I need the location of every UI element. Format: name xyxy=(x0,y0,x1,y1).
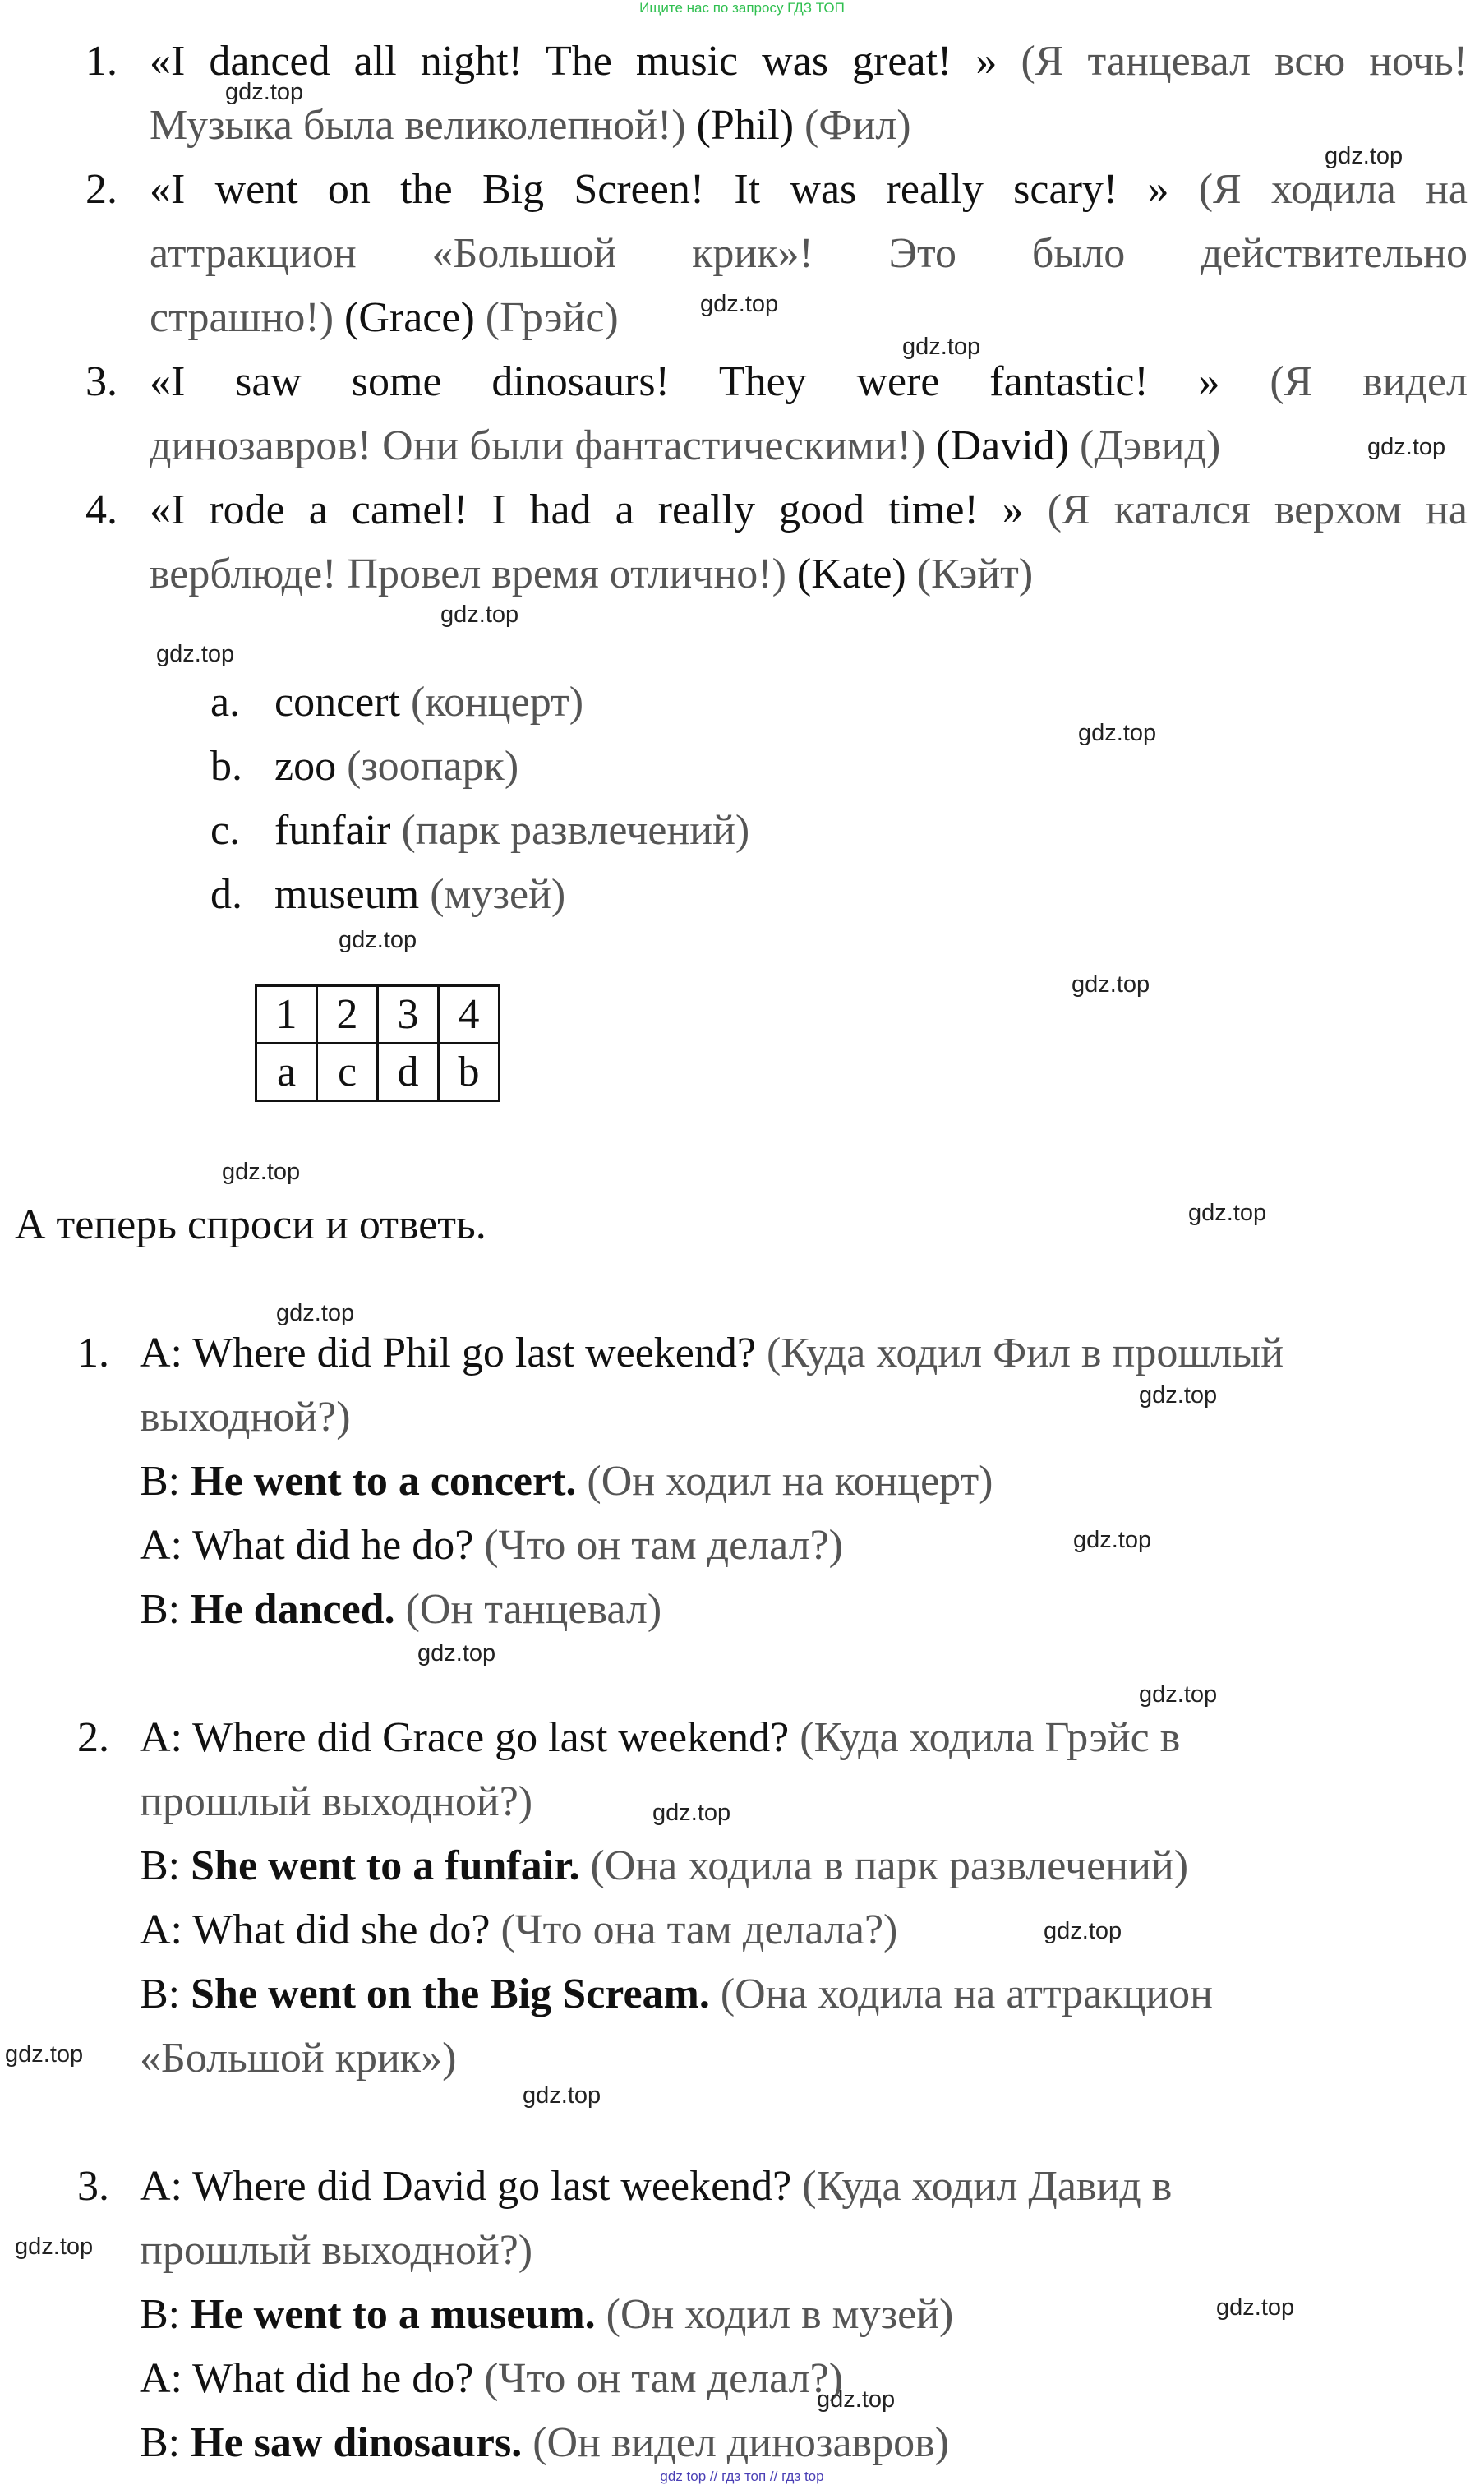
statement-line xyxy=(150,30,1468,94)
statement-line xyxy=(150,286,619,350)
dialogue-line xyxy=(140,2411,949,2475)
statement-number: 3. xyxy=(85,358,118,405)
dialogue-line xyxy=(140,2219,532,2283)
option-word: museum xyxy=(274,871,420,918)
option-letter: d. xyxy=(210,871,242,918)
dialogue-line xyxy=(140,2026,456,2091)
translation-text: (Он видел динозавров) xyxy=(522,2419,949,2466)
english-text: A: Where did Grace go last weekend? xyxy=(140,1714,800,1761)
watermark: gdz.top xyxy=(15,2234,94,2260)
option-text xyxy=(274,799,749,863)
answer-cell: 1 xyxy=(256,986,317,1044)
dialogue-number: 2. xyxy=(77,1714,109,1761)
statement-number: 1. xyxy=(85,38,118,85)
dialogue-line xyxy=(140,2155,1172,2219)
answer-text: He danced. xyxy=(191,1586,395,1633)
watermark: gdz.top xyxy=(1078,720,1157,746)
translation-text: (Он ходил в музей) xyxy=(595,2291,954,2338)
translation-text: (Она ходила в парк развлечений) xyxy=(579,1842,1189,1889)
english-text: «I saw some dinosaurs! They were fantastic! » xyxy=(150,358,1270,405)
translation-text: (Что он там делал?) xyxy=(484,2355,843,2402)
option-translation: (музей) xyxy=(430,871,566,918)
answer-table-header-row xyxy=(256,986,500,1044)
dialogue-line xyxy=(140,1962,1213,2026)
english-text: B: xyxy=(140,2419,191,2466)
option-letter: b. xyxy=(210,743,242,790)
answer-cell: c xyxy=(317,1044,378,1101)
watermark: gdz.top xyxy=(1367,434,1446,460)
statement-line xyxy=(150,350,1468,414)
translation-text: (Он танцевал) xyxy=(394,1586,662,1633)
watermark: gdz.top xyxy=(700,291,779,317)
option-letter: a. xyxy=(210,679,241,726)
english-text: A: Where did David go last weekend? xyxy=(140,2163,803,2210)
translation-text: (Фил) xyxy=(804,102,911,149)
watermark: gdz.top xyxy=(1073,1527,1152,1553)
watermark: gdz.top xyxy=(1072,971,1150,998)
dialogue-line xyxy=(140,1706,1180,1770)
statement-number: 4. xyxy=(85,486,118,533)
translation-text: (Он ходил на концерт) xyxy=(576,1458,993,1505)
header-note: Ищите нас по запросу ГДЗ ТОП xyxy=(639,0,845,16)
dialogue-line xyxy=(140,1514,843,1578)
translation-text: аттракцион «Большой крик»! Это было действительно xyxy=(150,230,1468,277)
answer-cell: 3 xyxy=(378,986,439,1044)
translation-text: (Куда ходил Фил в прошлый xyxy=(766,1330,1284,1376)
answer-cell: b xyxy=(439,1044,500,1101)
translation-text: «Большой крик») xyxy=(140,2035,457,2082)
watermark: gdz.top xyxy=(339,927,417,953)
dialogue-line xyxy=(140,1385,351,1450)
dialogue-line xyxy=(140,1321,1284,1385)
translation-text: страшно!) xyxy=(150,294,345,341)
translation-text: (Я катался верхом на xyxy=(1047,486,1468,533)
option-translation: (зоопарк) xyxy=(347,743,519,790)
watermark: gdz.top xyxy=(225,79,304,105)
english-text: A: What did he do? xyxy=(140,2355,485,2402)
answer-text: He went to a museum. xyxy=(191,2291,596,2338)
translation-text: динозавров! Они были фантастическими!) xyxy=(150,422,937,469)
footer-note: gdz top // гдз топ // гдз top xyxy=(660,2469,824,2484)
dialogue-line xyxy=(140,1450,993,1514)
answer-table-answer-row xyxy=(256,1044,500,1101)
watermark: gdz.top xyxy=(1139,1382,1218,1408)
option-letter: c. xyxy=(210,807,241,854)
translation-text: (Что он там делал?) xyxy=(484,1522,843,1569)
watermark: gdz.top xyxy=(5,2041,84,2068)
answer-cell: 4 xyxy=(439,986,500,1044)
dialogue-line xyxy=(140,1834,1188,1898)
translation-text: (Куда ходила Грэйс в xyxy=(800,1714,1181,1761)
statement-line xyxy=(150,478,1468,542)
dialogue-line xyxy=(140,1898,897,1962)
translation-text: (Я ходила на xyxy=(1198,166,1468,213)
english-text: B: xyxy=(140,2291,191,2338)
statement-line xyxy=(150,542,1033,606)
statement-line xyxy=(150,222,1468,286)
answer-text: He saw dinosaurs. xyxy=(191,2419,523,2466)
dialogue-line xyxy=(140,2283,953,2347)
answer-cell: 2 xyxy=(317,986,378,1044)
translation-text: прошлый выходной?) xyxy=(140,1778,533,1825)
option-text xyxy=(274,735,518,799)
english-text: «I rode a camel! I had a really good time! » xyxy=(150,486,1048,533)
option-word: zoo xyxy=(274,743,337,790)
english-text: «I danced all night! The music was great! » xyxy=(150,38,1021,85)
answer-cell: a xyxy=(256,1044,317,1101)
english-text: (Phil) xyxy=(696,102,805,149)
dialogue-number: 3. xyxy=(77,2163,109,2210)
answer-text: She went to a funfair. xyxy=(191,1842,580,1889)
option-word: funfair xyxy=(274,807,391,854)
english-text: «I went on the Big Screen! It was really scary! » xyxy=(150,166,1199,213)
translation-text: выходной?) xyxy=(140,1394,351,1441)
watermark: gdz.top xyxy=(1216,2294,1295,2321)
watermark: gdz.top xyxy=(817,2386,896,2413)
watermark: gdz.top xyxy=(276,1300,355,1326)
watermark: gdz.top xyxy=(1139,1681,1218,1708)
translation-text: (Грэйс) xyxy=(485,294,619,341)
option-text xyxy=(274,863,565,927)
statement-line xyxy=(150,414,1220,478)
option-word: concert xyxy=(274,679,401,726)
translation-text: верблюде! Провел время отлично!) xyxy=(150,551,797,597)
translation-text: Музыка была великолепной!) xyxy=(150,102,697,149)
english-text: B: xyxy=(140,1842,191,1889)
option-translation: (парк развлечений) xyxy=(401,807,750,854)
english-text: B: xyxy=(140,1586,191,1633)
english-text: A: What did he do? xyxy=(140,1522,485,1569)
translation-text: (Я танцевал всю ночь! xyxy=(1021,38,1468,85)
watermark: gdz.top xyxy=(222,1159,301,1185)
answer-text: He went to a concert. xyxy=(191,1458,577,1505)
english-text: (Kate) xyxy=(796,551,917,597)
english-text: B: xyxy=(140,1971,191,2017)
english-text: (David) xyxy=(936,422,1080,469)
watermark: gdz.top xyxy=(1044,1918,1122,1944)
answer-text: She went on the Big Scream. xyxy=(191,1971,710,2017)
watermark: gdz.top xyxy=(652,1800,731,1826)
dialogue-line xyxy=(140,1578,661,1642)
dialogue-number: 1. xyxy=(77,1330,109,1376)
translation-text: (Дэвид) xyxy=(1080,422,1221,469)
watermark: gdz.top xyxy=(523,2082,601,2109)
option-translation: (концерт) xyxy=(411,679,584,726)
watermark: gdz.top xyxy=(417,1640,496,1667)
watermark: gdz.top xyxy=(440,602,519,628)
answer-cell: d xyxy=(378,1044,439,1101)
dialogue-line xyxy=(140,1770,532,1834)
watermark: gdz.top xyxy=(1188,1200,1267,1226)
english-text: A: Where did Phil go last weekend? xyxy=(140,1330,767,1376)
translation-text: (Что она там делала?) xyxy=(500,1906,898,1953)
option-text xyxy=(274,671,583,735)
section-heading: А теперь спроси и ответь. xyxy=(15,1201,486,1248)
watermark: gdz.top xyxy=(156,641,235,667)
translation-text: прошлый выходной?) xyxy=(140,2227,533,2274)
statement-number: 2. xyxy=(85,166,118,213)
translation-text: (Кэйт) xyxy=(916,551,1034,597)
english-text: A: What did she do? xyxy=(140,1906,501,1953)
dialogue-line xyxy=(140,2347,843,2411)
translation-text: (Куда ходил Давид в xyxy=(802,2163,1173,2210)
watermark: gdz.top xyxy=(1325,143,1403,169)
english-text: B: xyxy=(140,1458,191,1505)
answer-table xyxy=(255,984,500,1102)
statement-line xyxy=(150,158,1468,222)
watermark: gdz.top xyxy=(902,334,981,360)
translation-text: (Она ходила на аттракцион xyxy=(709,1971,1214,2017)
translation-text: (Я видел xyxy=(1270,358,1468,405)
english-text: (Grace) xyxy=(344,294,486,341)
